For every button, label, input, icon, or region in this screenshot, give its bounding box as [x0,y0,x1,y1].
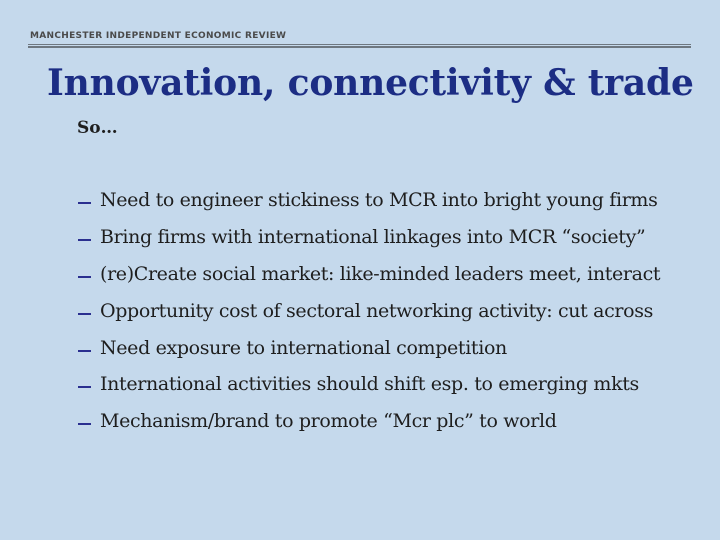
bullet-text: Need to engineer stickiness to MCR into bright young firms [100,189,658,212]
bullet-text: Need exposure to international competition [100,336,507,359]
bullet-item [78,182,660,219]
header-divider-top [28,44,691,45]
dash-bullet-icon [78,423,91,425]
dash-bullet-icon [78,313,91,315]
slide-title: Innovation, connectivity & trade [47,62,694,104]
dash-bullet-icon [78,276,91,278]
bullet-text: (re)Create social market: like-minded leaders meet, interact [100,262,661,285]
header-org-label: MANCHESTER INDEPENDENT ECONOMIC REVIEW [30,31,287,41]
bullet-list [78,182,660,440]
bullet-item [78,329,660,366]
bullet-text: Opportunity cost of sectoral networking activity: cut across [100,299,654,322]
bullet-item [78,403,660,440]
bullet-item [78,219,660,256]
bullet-text: Bring firms with international linkages into MCR “society” [100,226,646,249]
header-divider-bottom [28,46,691,48]
bullet-text: International activities should shift esp. to emerging mkts [100,373,639,396]
bullet-item [78,256,660,293]
slide-subtitle: So… [77,118,118,138]
bullet-item [78,366,660,403]
dash-bullet-icon [78,202,91,204]
bullet-item [78,292,660,329]
dash-bullet-icon [78,350,91,352]
bullet-text: Mechanism/brand to promote “Mcr plc” to world [100,410,557,433]
dash-bullet-icon [78,239,91,241]
dash-bullet-icon [78,386,91,388]
